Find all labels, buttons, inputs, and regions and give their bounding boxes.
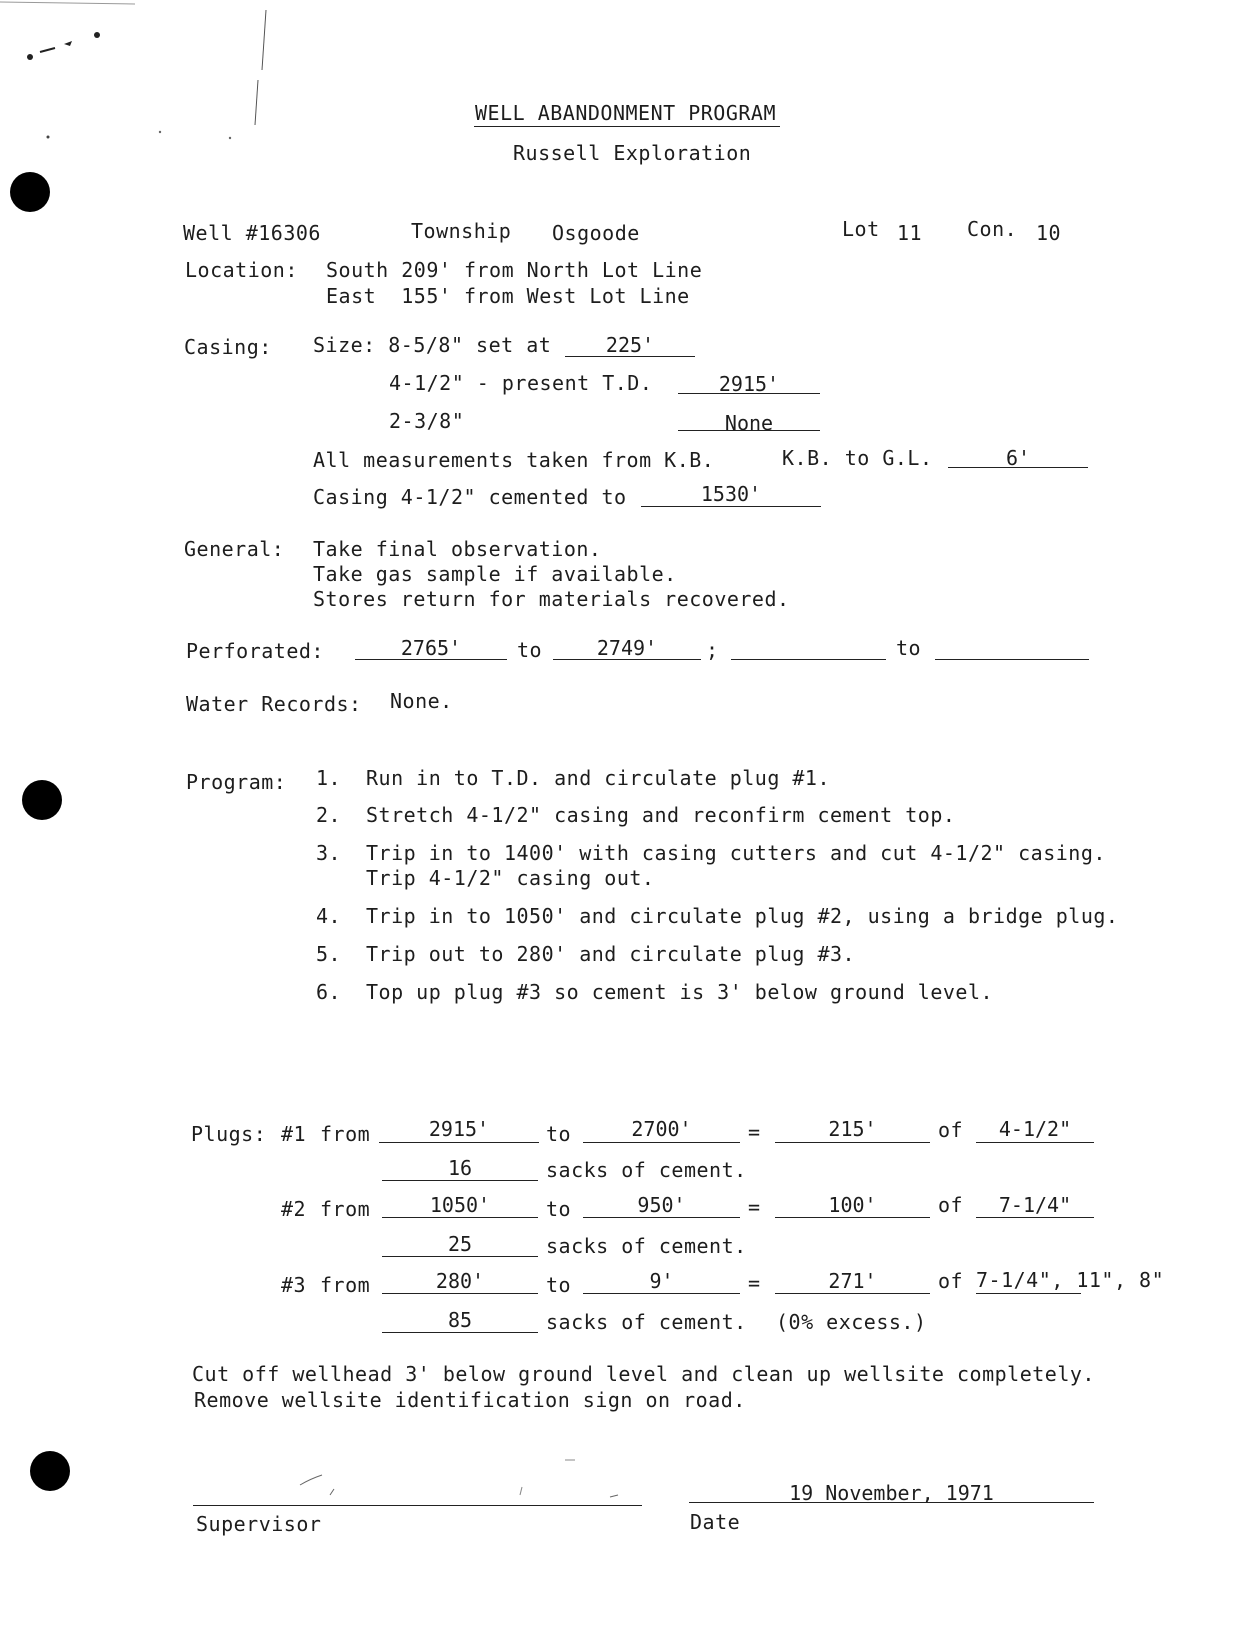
casing-3-value: None [724,411,774,435]
casing-2-value: 2915' [718,372,780,396]
perforated-from-1-line [355,659,507,660]
con-value: 10 [1036,221,1062,245]
plug-number: #2 [281,1197,307,1221]
perforated-label: Perforated: [186,639,324,663]
general-line-1: Take final observation. [313,537,602,561]
closing-line-2: Remove wellsite identification sign on road. [194,1388,746,1412]
general-label: General: [184,537,285,561]
casing-label: Casing: [184,335,272,359]
plug-number: #1 [281,1122,307,1146]
plug-of-word: of [938,1193,964,1217]
plug-length-line [775,1293,930,1294]
plug-to-line [583,1142,740,1143]
punch-hole-middle [22,780,62,820]
perforated-to-1-line [553,659,701,660]
plug-length-value: 215' [828,1117,877,1141]
plug-sacks-text: sacks of cement. [546,1158,747,1182]
general-line-2: Take gas sample if available. [313,562,677,586]
plug-to-value: 9' [649,1269,674,1293]
plug-of-word: of [938,1269,964,1293]
measurements-note: All measurements taken from K.B. [313,448,715,472]
plug-sacks-value: 25 [447,1232,473,1256]
supervisor-label: Supervisor [196,1512,322,1536]
plug-from-word: from [320,1197,371,1221]
con-label: Con. [967,217,1018,241]
casing-size-line [565,356,695,357]
title-underline [474,126,780,127]
plug-sacks-text: sacks of cement. [546,1310,747,1334]
punch-hole-bottom [30,1451,70,1491]
casing-size-value: 225' [605,333,655,357]
document-title: WELL ABANDONMENT PROGRAM [475,101,776,125]
program-step-text: Run in to T.D. and circulate plug #1. [366,766,831,790]
date-label: Date [690,1510,741,1534]
plug-size-line [976,1293,1081,1294]
program-step-text: Trip out to 280' and circulate plug #3. [366,942,856,966]
plug-sacks-text: sacks of cement. [546,1234,747,1258]
program-step-num: 4. [316,904,342,928]
perforated-to-2-line [935,659,1089,660]
punch-hole-top [10,172,50,212]
plug-size-line [976,1142,1094,1143]
water-records-value: None. [390,689,453,713]
water-records-label: Water Records: [186,692,362,716]
plug-from-value: 2915' [428,1117,490,1141]
program-step-text: Trip in to 1400' with casing cutters and cut 4-1/2" casing. [366,841,1106,865]
plug-equals: = [748,1195,761,1219]
kb-label: K.B. to G.L. [782,446,933,470]
perforated-from-1: 2765' [400,636,462,660]
program-label: Program: [186,770,287,794]
program-step-text-cont: Trip 4-1/2" casing out. [366,866,655,890]
plug-length-value: 271' [828,1269,877,1293]
plug-from-value: 280' [435,1269,485,1293]
margin-marks [0,0,300,160]
program-step-text: Top up plug #3 so cement is 3' below ground level. [366,980,994,1004]
plug-size-line [976,1217,1094,1218]
plug-from-line [379,1142,539,1143]
closing-line-1: Cut off wellhead 3' below ground level and clean up wellsite completely. [192,1362,1095,1386]
program-step-text: Trip in to 1050' and circulate plug #2, using a bridge plug. [366,904,1119,928]
plug-to-word: to [546,1122,572,1146]
kb-value: 6' [1005,446,1031,470]
location-line-1: South 209' from North Lot Line [326,258,703,282]
perforated-to-word-1: to [517,638,543,662]
casing-3-line [678,430,820,431]
casing-2-line [678,393,820,394]
plug-length-line [775,1142,930,1143]
plug-size-value: 7-1/4", 11", 8" [976,1268,1165,1292]
plug-from-line [382,1293,538,1294]
township-label: Township [411,219,512,243]
plug-equals: = [748,1271,761,1295]
plug-sacks-value: 85 [447,1308,473,1332]
plug-excess-note: (0% excess.) [776,1310,927,1334]
program-step-num: 2. [316,803,342,827]
general-line-3: Stores return for materials recovered. [313,587,790,611]
cemented-value: 1530' [700,482,762,506]
plug-of-word: of [938,1118,964,1142]
plug-sacks-value: 16 [447,1156,473,1180]
plug-from-value: 1050' [429,1193,491,1217]
location-label: Location: [185,258,298,282]
plug-from-word: from [320,1122,371,1146]
township-value: Osgoode [552,221,640,245]
plug-length-line [775,1217,930,1218]
casing-size-label: Size: 8-5/8" set at [313,333,552,357]
lot-value: 11 [897,221,923,245]
perforated-from-2-line [731,659,886,660]
date-line [689,1502,1094,1503]
plug-to-word: to [546,1273,572,1297]
plug-sacks-line [382,1180,538,1181]
date-value: 19 November, 1971 [789,1481,994,1505]
plug-to-line [583,1217,740,1218]
company-name: Russell Exploration [513,141,752,165]
signature-marks [290,1455,690,1515]
perforated-to-1: 2749' [596,636,658,660]
casing-3-label: 2-3/8" [389,409,465,433]
supervisor-line [193,1505,642,1506]
program-step-text: Stretch 4-1/2" casing and reconfirm cement top. [366,803,956,827]
plug-to-word: to [546,1197,572,1221]
cemented-label: Casing 4-1/2" cemented to [313,485,627,509]
program-step-num: 1. [316,766,342,790]
plug-number: #3 [281,1273,307,1297]
plug-to-value: 950' [637,1193,686,1217]
plug-from-word: from [320,1273,371,1297]
lot-label: Lot [842,217,880,241]
plug-size-value: 4-1/2" [998,1117,1072,1141]
plug-to-value: 2700' [631,1117,692,1141]
perforated-separator: ; [706,638,719,662]
casing-2-label: 4-1/2" - present T.D. [389,371,653,395]
plugs-label: Plugs: [191,1122,267,1146]
program-step-num: 5. [316,942,342,966]
plug-sacks-line [382,1256,538,1257]
plug-size-value: 7-1/4" [998,1193,1072,1217]
well-number: Well #16306 [183,221,321,245]
plug-from-line [382,1217,538,1218]
location-line-2: East 155' from West Lot Line [326,284,690,308]
cemented-line [641,506,821,507]
program-step-num: 3. [316,841,342,865]
plug-sacks-line [382,1332,538,1333]
perforated-to-word-2: to [896,636,922,660]
plug-to-line [583,1293,740,1294]
plug-equals: = [748,1120,761,1144]
plug-length-value: 100' [828,1193,877,1217]
kb-line [948,467,1088,468]
program-step-num: 6. [316,980,342,1004]
